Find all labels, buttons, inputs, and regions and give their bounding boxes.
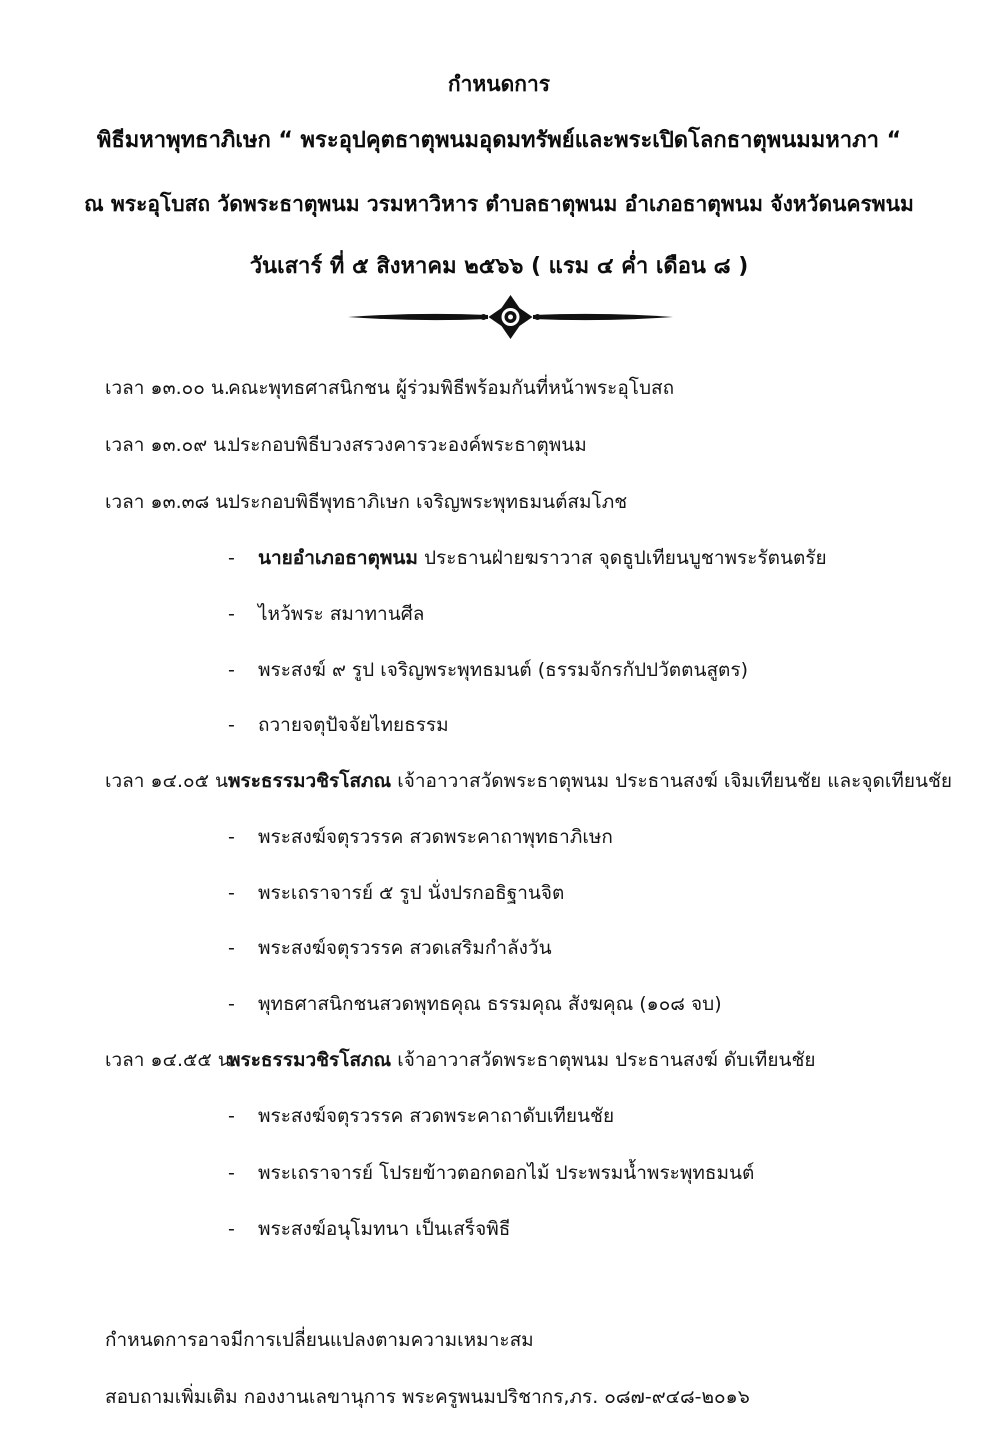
list-item-text: พระเถราจารย์ โปรยข้าวตอกดอกไม้ ประพรมน้ำพระพุทธมนต์ (258, 1162, 755, 1184)
bullet-dash: - (228, 826, 235, 848)
list-item-text: พุทธศาสนิกชนสวดพุทธคุณ ธรรมคุณ สังฆคุณ (๑๐๘ จบ) (258, 993, 722, 1015)
schedule-bold: พระธรรมวชิรโสภณ (228, 770, 392, 792)
list-item-text: พระสงฆ์ ๙ รูป เจริญพระพุทธมนต์ (ธรรมจักรกัปปวัตตนสูตร) (258, 659, 749, 681)
bullet-dash: - (228, 547, 235, 569)
bullet-dash: - (228, 1218, 235, 1240)
schedule-text: ประกอบพิธีบวงสรวงคารวะองค์พระธาตุพนม (228, 434, 587, 456)
bullet-dash: - (228, 1162, 235, 1184)
list-item (228, 1101, 614, 1131)
bullet-dash: - (228, 659, 235, 681)
ornament-divider-icon (348, 292, 673, 342)
schedule-row-1455 (105, 1045, 815, 1075)
schedule-row-1338 (105, 487, 627, 517)
schedule-text: ประกอบพิธีพุทธาภิเษก เจริญพระพุทธมนต์สมโภช (228, 491, 628, 513)
footer-note: กำหนดการอาจมีการเปลี่ยนแปลงตามความเหมาะสม (105, 1329, 534, 1351)
list-item-bold: นายอำเภอธาตุพนม (258, 547, 418, 569)
schedule-row-1309 (105, 430, 587, 460)
list-item-text: พระสงฆ์จตุรวรรค สวดเสริมกำลังวัน (258, 937, 552, 959)
list-item (228, 989, 722, 1019)
list-item-text: ประธานฝ่ายฆราวาส จุดธูปเทียนบูชาพระรัตนตรัย (417, 547, 827, 569)
list-item (228, 822, 613, 852)
bullet-dash: - (228, 603, 235, 625)
list-item-text: ถวายจตุปัจจัยไทยธรรม (258, 714, 449, 736)
bullet-dash: - (228, 714, 235, 736)
schedule-text: เจ้าอาวาสวัดพระธาตุพนม ประธานสงฆ์ ดับเทียนชัย (391, 1049, 816, 1071)
schedule-time: เวลา ๑๓.๓๘ น. (105, 491, 235, 513)
list-item (228, 655, 748, 685)
schedule-row-1405 (105, 766, 952, 796)
schedule-row-1300 (105, 373, 674, 403)
list-item (228, 933, 552, 963)
bullet-dash: - (228, 937, 235, 959)
schedule-text: คณะพุทธศาสนิกชน ผู้ร่วมพิธีพร้อมกันที่หน้าพระอุโบสถ (228, 377, 675, 399)
list-item (228, 543, 827, 573)
list-item-text: พระสงฆ์จตุรวรรค สวดพระคาถาพุทธาภิเษก (258, 826, 613, 848)
list-item-text: พระสงฆ์จตุรวรรค สวดพระคาถาดับเทียนชัย (258, 1105, 615, 1127)
list-item-text: พระสงฆ์อนุโมทนา เป็นเสร็จพิธี (258, 1218, 511, 1240)
bullet-dash: - (228, 882, 235, 904)
list-item (228, 878, 564, 908)
bullet-dash: - (228, 993, 235, 1015)
schedule-time: เวลา ๑๔.๕๕ น. (105, 1049, 237, 1071)
schedule-time: เวลา ๑๔.๐๕ น. (105, 770, 235, 792)
document-title: กำหนดการ (447, 72, 551, 96)
bullet-dash: - (228, 1105, 235, 1127)
ceremony-title: พิธีมหาพุทธาภิเษก “ พระอุปคุตธาตุพนมอุดมทรัพย์และพระเปิดโลกธาตุพนมมหาภา “ (96, 128, 902, 153)
schedule-time: เวลา ๑๓.๐๐ น. (105, 377, 230, 399)
list-item-text: พระเถราจารย์ ๕ รูป นั่งปรกอธิฐานจิต (258, 882, 565, 904)
schedule-text: เจ้าอาวาสวัดพระธาตุพนม ประธานสงฆ์ เจิมเทียนชัย และจุดเทียนชัย (391, 770, 953, 792)
date-line: วันเสาร์ ที่ ๕ สิงหาคม ๒๕๖๖ ( แรม ๔ ค่ำ เดือน ๘ ) (249, 254, 749, 279)
venue-line: ณ พระอุโบสถ วัดพระธาตุพนม วรมหาวิหาร ตำบลธาตุพนม อำเภอธาตุพนม จังหวัดนครพนม (84, 192, 914, 216)
list-item (228, 1214, 510, 1244)
list-item (228, 1158, 754, 1188)
list-item (228, 599, 424, 629)
schedule-time: เวลา ๑๓.๐๙ น. (105, 434, 233, 456)
list-item-text: ไหว้พระ สมาทานศีล (258, 603, 425, 625)
schedule-bold: พระธรรมวชิรโสภณ (228, 1049, 392, 1071)
list-item (228, 710, 449, 740)
footer-contact: สอบถามเพิ่มเติม กองงานเลขานุการ พระครูพนมปริชากร,ภร. ๐๘๗-๙๔๘-๒๐๑๖ (105, 1386, 750, 1408)
